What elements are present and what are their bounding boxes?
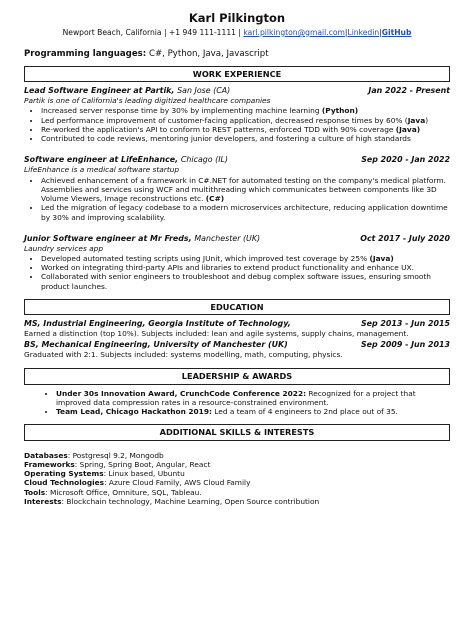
job-entry bbox=[24, 155, 450, 221]
job-title-line bbox=[24, 155, 228, 165]
job-dates: Jan 2022 - Present bbox=[368, 86, 450, 96]
job-bullet: • Led performance improvement of customer-facing application, decreased response times by 60% (Java) bbox=[41, 116, 450, 125]
job-bullet: • Collaborated with senior engineers to troubleshoot and debug complex software issues, ensuring smooth product launches. bbox=[41, 272, 450, 291]
section-education: EDUCATION bbox=[24, 299, 450, 315]
job-bullet: • Worked on integrating third-party APIs and libraries to extend product functionality and enhance UX. bbox=[41, 263, 450, 272]
skill-label: Operating Systems bbox=[24, 469, 104, 479]
job-title: Software engineer at LifeEnhance, bbox=[24, 155, 179, 165]
job-title-line bbox=[24, 234, 260, 244]
job-bullet: • Re-worked the application's API to conform to REST patterns, enforced TDD with 90% coverage (Java) bbox=[41, 125, 450, 134]
award-description: Recognized for a project that improved data compression rates in a resource-constrained environment. bbox=[56, 388, 416, 407]
skill-value: : Blockchain technology, Machine Learning, Open Source contribution bbox=[61, 496, 320, 506]
job-company-description: Laundry services app bbox=[24, 243, 104, 253]
job-bullets bbox=[24, 106, 450, 143]
job-company-description: Partik is one of California's leading digitized healthcare companies bbox=[24, 96, 271, 106]
location-phone: Newport Beach, California | +1 949 111-1111 | bbox=[62, 27, 241, 37]
job-bullets bbox=[24, 254, 450, 291]
job-company-description: LifeEnhance is a medical software startup bbox=[24, 165, 180, 175]
skill-value: : Linux based, Ubuntu bbox=[103, 469, 185, 479]
education-degree: BS, Mechanical Engineering, University of Manchester (UK) bbox=[24, 340, 288, 350]
linkedin-link[interactable]: Linkedin bbox=[347, 27, 380, 37]
skill-row bbox=[24, 451, 450, 460]
contact-separator: | bbox=[344, 27, 348, 37]
job-location: Manchester (UK) bbox=[194, 233, 261, 243]
contact-separator: | bbox=[379, 27, 382, 37]
programming-label: Programming languages: bbox=[24, 49, 147, 60]
skill-row bbox=[24, 460, 450, 469]
education-entry bbox=[24, 319, 450, 338]
job-title-line bbox=[24, 86, 230, 96]
job-location: San Jose (CA) bbox=[177, 86, 231, 96]
skill-label: Databases bbox=[24, 450, 68, 460]
job-dates: Oct 2017 - July 2020 bbox=[360, 233, 450, 243]
awards-list bbox=[24, 389, 450, 417]
award-title: Team Lead, Chicago Hackathon 2019: bbox=[56, 407, 212, 417]
skills-list bbox=[24, 451, 450, 507]
education-header bbox=[24, 319, 450, 329]
job-header bbox=[24, 234, 450, 244]
job-header bbox=[24, 86, 450, 96]
award-item bbox=[56, 407, 450, 416]
job-dates: Sep 2020 - Jan 2022 bbox=[361, 155, 450, 165]
skill-value: : Microsoft Office, Omniture, SQL, Tableau. bbox=[45, 487, 202, 497]
award-title: Under 30s Innovation Award, CrunchCode Conference 2022: bbox=[56, 388, 307, 398]
section-additional-skills: ADDITIONAL SKILLS & INTERESTS bbox=[24, 424, 450, 440]
skill-row bbox=[24, 469, 450, 478]
skill-row bbox=[24, 488, 450, 497]
job-entry bbox=[24, 234, 450, 291]
skill-row bbox=[24, 478, 450, 487]
education-degree: MS, Industrial Engineering, Georgia Institute of Technology, bbox=[24, 319, 291, 329]
education-description: Earned a distinction (top 10%). Subjects included: lean and agile systems, supply chains, management. bbox=[24, 329, 409, 339]
job-header bbox=[24, 155, 450, 165]
skill-label: Interests bbox=[24, 496, 62, 506]
email-link[interactable]: karl.pilkington@gmail.com bbox=[243, 27, 345, 37]
skill-label: Tools bbox=[24, 487, 46, 497]
job-bullet: • Led the migration of legacy codebase to a modern microservices architecture, reducing application downtime by 30% and improving scalability. bbox=[41, 203, 450, 222]
skill-value: : Azure Cloud Family, AWS Cloud Family bbox=[104, 478, 251, 488]
education-header bbox=[24, 340, 450, 350]
programming-value: C#, Python, Java, Javascript bbox=[148, 49, 269, 60]
skill-value: : Spring, Spring Boot, Angular, React bbox=[74, 459, 211, 469]
skill-label: Cloud Technologies bbox=[24, 478, 105, 488]
education-dates: Sep 2013 - Jun 2015 bbox=[360, 319, 450, 329]
education-dates: Sep 2009 - Jun 2013 bbox=[360, 340, 450, 350]
job-bullets bbox=[24, 176, 450, 222]
job-bullet: • Contributed to code reviews, mentoring junior developers, and fostering a culture of high standards bbox=[41, 134, 450, 143]
job-location: Chicago (IL) bbox=[180, 155, 229, 165]
candidate-name: Karl Pilkington bbox=[188, 11, 286, 25]
job-title: Junior Software engineer at Mr Freds, bbox=[24, 233, 192, 243]
award-description: Led a team of 4 engineers to 2nd place out of 35. bbox=[211, 407, 398, 417]
job-title: Lead Software Engineer at Partik, bbox=[24, 86, 175, 96]
job-bullet: • Developed automated testing scripts using JUnit, which improved test coverage by 25% (Java) bbox=[41, 254, 450, 263]
job-entry bbox=[24, 86, 450, 143]
education-description: Graduated with 2:1. Subjects included: systems modelling, math, computing, physics. bbox=[24, 350, 343, 360]
award-item bbox=[56, 389, 450, 408]
github-link[interactable]: GitHub bbox=[381, 27, 412, 37]
education-entry bbox=[24, 340, 450, 359]
skill-value: : Postgresql 9.2, Mongodb bbox=[67, 450, 164, 460]
section-work-experience: WORK EXPERIENCE bbox=[24, 66, 450, 82]
section-leadership-awards: LEADERSHIP & AWARDS bbox=[24, 368, 450, 384]
job-bullet: • Achieved enhancement of a framework in C#.NET for automated testing on the company's medical platform. Assemblies and services using WCF and multithreading which communicates between components like 3D Volume Viewers, Image reconstructions etc. (C#) bbox=[41, 176, 450, 204]
skill-label: Frameworks bbox=[24, 459, 75, 469]
job-bullet: • Increased server response time by 30% by implementing machine learning (Python) bbox=[41, 106, 450, 115]
contact-line bbox=[24, 28, 450, 37]
skill-row bbox=[24, 497, 450, 506]
programming-languages bbox=[24, 49, 450, 60]
